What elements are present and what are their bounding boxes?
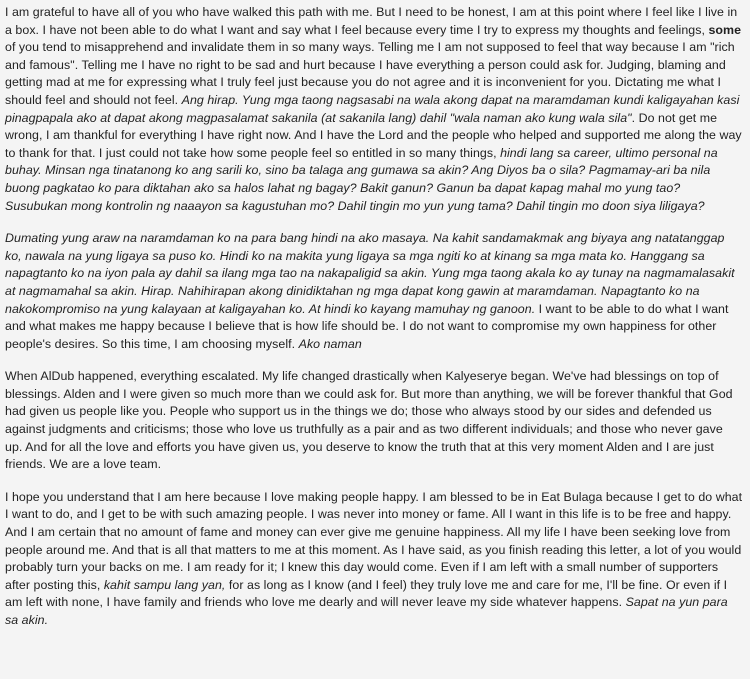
text-segment: I am grateful to have all of you who have walked this path with me. But I need to be honest, I am at this point where I feel like I live in a box. I have not been able to do what I want and say what I feel because every time I try to express my thoughts and feelings, (5, 5, 738, 37)
paragraph-3 (5, 368, 743, 474)
text-segment: I hope you understand that I am here because I love making people happy. I am blessed to be in Eat Bulaga because I get to do what I want to do, and I get to be with such amazing people. I was never into money or fame. All I want in this life is to be free and happy. And I am certain that no amount of fame and money can ever give me genuine happiness. All my life I have been seeking love from people around me. And that is all that matters to me at this moment. As I have said, as you finish reading this letter, a lot of you would probably turn your backs on me. I am ready for it; I knew this day would come. Even if I am left with a small number of supporters after posting this, (5, 489, 743, 592)
text-segment: . Do not get me wrong, I am thankful for everything I have right now. And I have the Lord and the people who helped and supported me along the way to thank for that. I just could not take how some people feel so entitled in so many things, (5, 110, 742, 160)
text-segment-italic: kahit sampu lang yan, (103, 577, 226, 592)
text-segment: I want to be able to do what I want and what makes me happy because I believe that is how life should be. I do not want to compromise my own happiness for other people's desires. So this time, I am choosing myself. (5, 301, 729, 351)
text-segment-italic: Ang hirap. Yung mga taong nagsasabi na wala akong dapat na maramdaman kundi kaligayahan kasi pinagpapala ako at dapat akong magpasalamat sakanila (at sakanila lang) dahil "wala naman ako kung wala sila" (5, 92, 740, 125)
text-segment-italic: Sapat na yun para sa akin. (5, 595, 728, 627)
text-segment-italic: hindi lang sa career, ultimo personal na buhay. Minsan nga tinatanong ko ang sarili ko, sino ba talaga ang gumawa sa akin? Ang Diyos ba o sila? Pagmamay-ari ba nila buong pagkatao ko para diktahan ako sa halos lahat ng bagay? Bakit ganun? Ganun ba dapat kapag mahal mo yung tao? Susubukan mong kontrolin ng naaayon sa kagustuhan mo? Dahil tingin mo yun yung tama? Dahil tingin mo doon siya liligaya? (5, 145, 718, 213)
text-segment-bold: some (708, 22, 742, 37)
text-segment-italic: Dumating yung araw na naramdaman ko na para bang hindi na ako masaya. Na kahit sandamakmak ang biyaya ang natatanggap ko, nawala na yung ligaya sa puso ko. Hindi ko na makita yung ligaya sa mga ngiti ko at kinang sa mga mata ko. Hanggang sa napagtanto ko na iyon pala ay dahil sa ilang mga tao na nakapaligid sa akin. Yung mga taong akala ko ay tunay na nagmamalasakit at nagmamahal sa akin. Hirap. Nahihirapan akong dinidiktahan ng mga dapat kong gawin at maramdaman. Napagtanto ko na nakokompromiso na yung kalayaan at kaligayahan ko. At hindi ko kayang mamuhay ng ganoon. (5, 231, 735, 316)
paragraph-2 (5, 230, 743, 353)
text-segment: for as long as I know (and I feel) they truly love me and care for me, I'll be fine. Or even if I am left with none, I have family and friends who love me dearly and will never leave my side whatever happens. (5, 577, 728, 610)
text-segment-italic: Ako naman (298, 336, 362, 351)
paragraph-4 (5, 489, 743, 630)
text-segment: of you tend to misapprehend and invalidate them in so many ways. Telling me I am not supposed to feel that way because I am "rich and famous". Telling me I have no right to be sad and hurt because I have everything a person could ask for. Judging, blaming and getting mad at me for expressing what I truly feel just because you do not agree and it is inconvenient for you. Dictating me what I should feel and should not feel. (5, 40, 735, 107)
paragraph-1 (5, 4, 743, 215)
text-segment: When AlDub happened, everything escalated. My life changed drastically when Kalyeserye began. We've had blessings on top of blessings. Alden and I were given so much more than we could ask for. But more than anything, we will be forever thankful that God had given us people like you. People who support us in the things we do; those who always stood by our sides and defended us against judgments and criticisms; those who love us truthfully as a pair and as two different individuals; and those who never gave up. And for all the love and efforts you have given us, you deserve to know the truth that at this very moment Alden and I are just friends. We are a love team. (5, 369, 733, 472)
